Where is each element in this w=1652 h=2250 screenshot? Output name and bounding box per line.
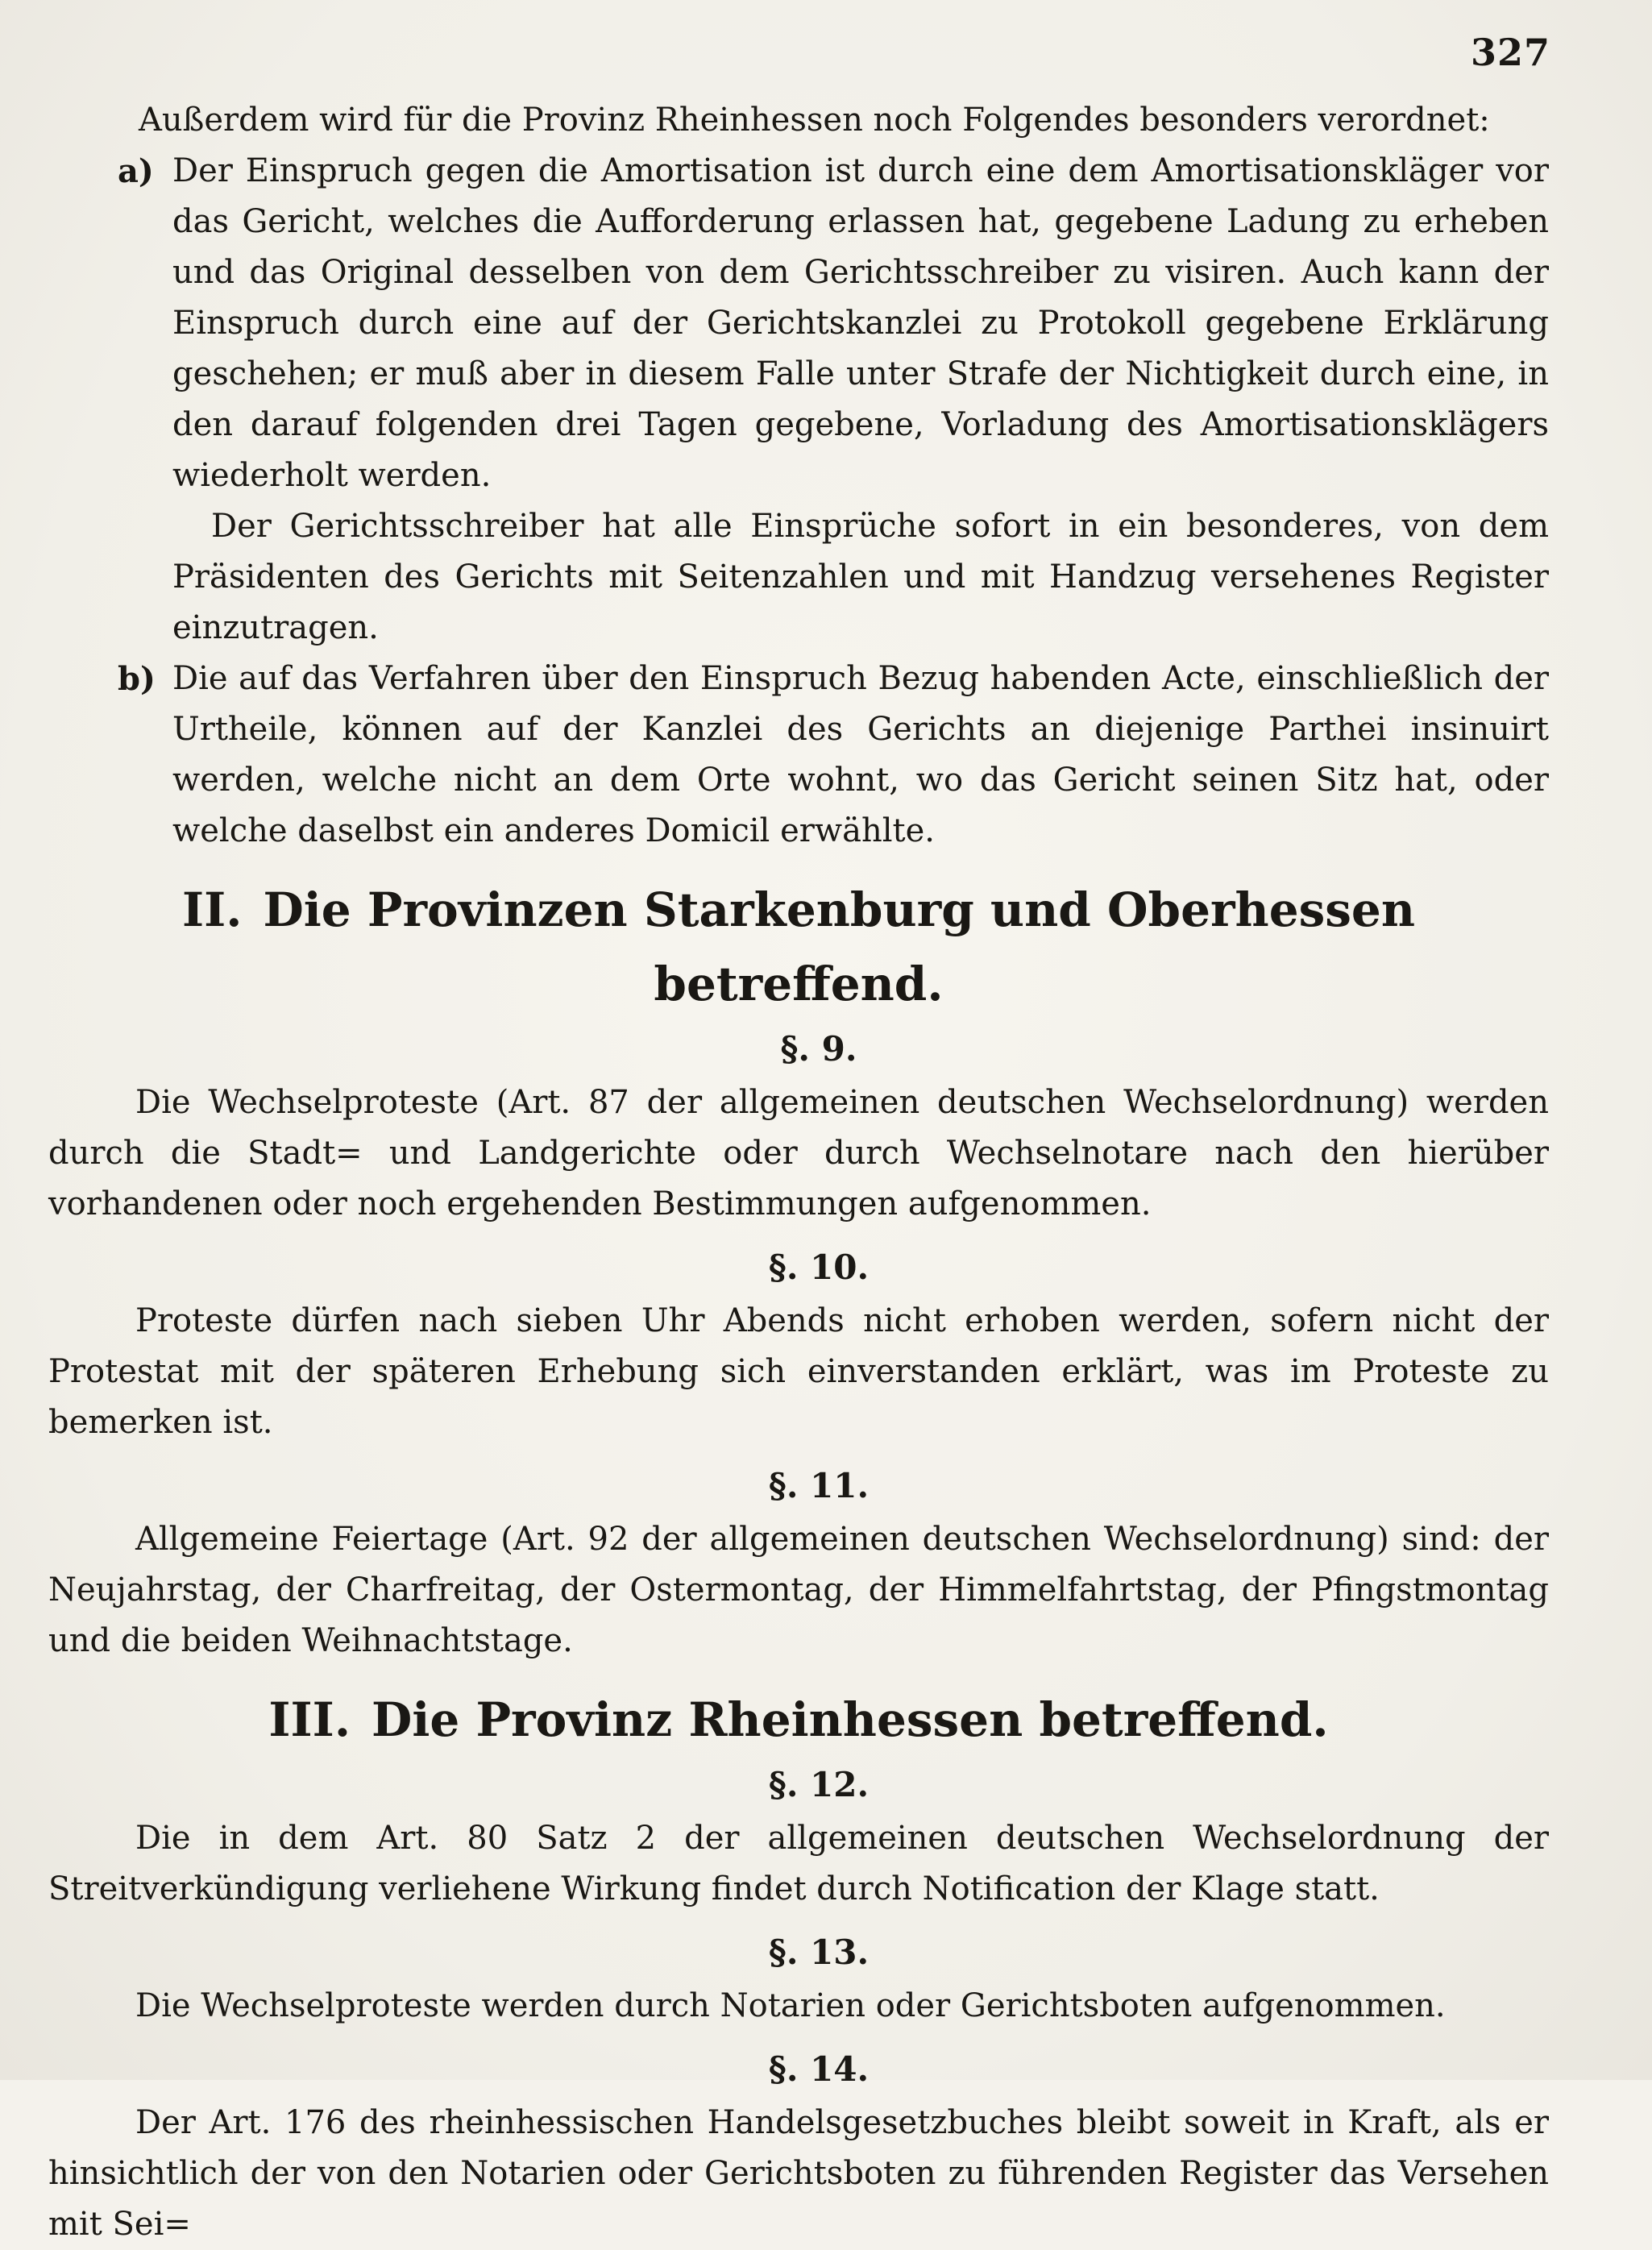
paragraph-text: Der Art. 176 des rheinhessischen Handelsgesetzbuches bleibt soweit in Kraft, als er hinsichtlich der von den Notarien oder Gerichtsboten zu führenden Register das Versehen mit Sei= — [48, 2104, 1549, 2243]
list-item-a — [48, 146, 1549, 501]
section-heading-2 — [48, 873, 1549, 1021]
list-item-label: b) — [118, 660, 156, 698]
paragraph-text: Die Wechselproteste werden durch Notarien oder Gerichtsboten aufgenommen. — [135, 1987, 1446, 2024]
section-title: Die Provinzen Starkenburg und Oberhessen betreffend. — [263, 882, 1416, 1011]
list-item-text: Die auf das Verfahren über den Einspruch Bezug habenden Acte, einschließlich der Urtheile, können auf der Kanzlei des Gerichts an diejenige Parthei insinuirt werden, welche nicht an dem Orte wohnt, wo das Gericht seinen Sitz hat, oder welche daselbst ein anderes Domicil erwählte. — [172, 660, 1549, 849]
list-item-label: a) — [118, 152, 154, 190]
paragraph-text: Proteste dürfen nach sieben Uhr Abends nicht erhoben werden, sofern nicht der Protestat mit der späteren Erhebung sich einverstanden erklärt, was im Proteste zu bemerken ist. — [48, 1302, 1549, 1441]
paragraph-number: §. 9. — [780, 1029, 857, 1069]
list-item-a-continuation: Der Gerichtsschreiber hat alle Einsprüche sofort in ein besonderes, von dem Präsidenten des Gerichts mit Seitenzahlen und mit Handzug versehenes Register einzutragen. — [172, 508, 1549, 646]
paragraph-number: §. 14. — [768, 2049, 870, 2089]
page-number: 327 — [1470, 31, 1550, 74]
paragraph-number: §. 13. — [768, 1932, 870, 1972]
paragraph-number: §. 12. — [768, 1765, 870, 1804]
section-title: Die Provinz Rheinhessen betreffend. — [371, 1692, 1329, 1747]
paragraph-number: §. 11. — [768, 1466, 870, 1505]
paragraph-text: Allgemeine Feiertage (Art. 92 der allgemeinen deutschen Wechselordnung) sind: der Neujahrstag, der Charfreitag, der Ostermontag, der Himmelfahrtstag, der Pfingstmontag und die beiden Weihnachtstage. — [48, 1521, 1549, 1659]
list-item-text: Der Einspruch gegen die Amortisation ist durch eine dem Amortisationskläger vor das Gericht, welches die Aufforderung erlassen hat, gegebene Ladung zu erheben und das Original desselben von dem Gerichtsschreiber zu visiren. Auch kann der Einspruch durch eine auf der Gerichtskanzlei zu Protokoll gegebene Erklärung geschehen; er muß aber in diesem Falle unter Strafe der Nichtigkeit durch eine, in den darauf folgenden drei Tagen gegebene, Vorladung des Amortisationsklägers wiederholt werden. — [172, 152, 1549, 494]
page-content — [48, 95, 1549, 2250]
list-item-b — [48, 654, 1549, 857]
section-heading-3 — [48, 1683, 1549, 1757]
paragraph-number: §. 10. — [768, 1247, 870, 1287]
paragraph-text: Die Wechselproteste (Art. 87 der allgemeinen deutschen Wechselordnung) werden durch die Stadt= und Landgerichte oder durch Wechselnotare nach den hierüber vorhandenen oder noch ergehenden Bestimmungen aufgenommen. — [48, 1084, 1549, 1223]
section-numeral: II. — [181, 882, 243, 937]
section-numeral: III. — [268, 1692, 351, 1747]
paragraph-text: Die in dem Art. 80 Satz 2 der allgemeinen deutschen Wechselordnung der Streitverkündigung verliehene Wirkung findet durch Notification der Klage statt. — [48, 1820, 1549, 1908]
intro-sentence: Außerdem wird für die Provinz Rheinhessen noch Folgendes besonders verordnet: — [139, 102, 1490, 139]
